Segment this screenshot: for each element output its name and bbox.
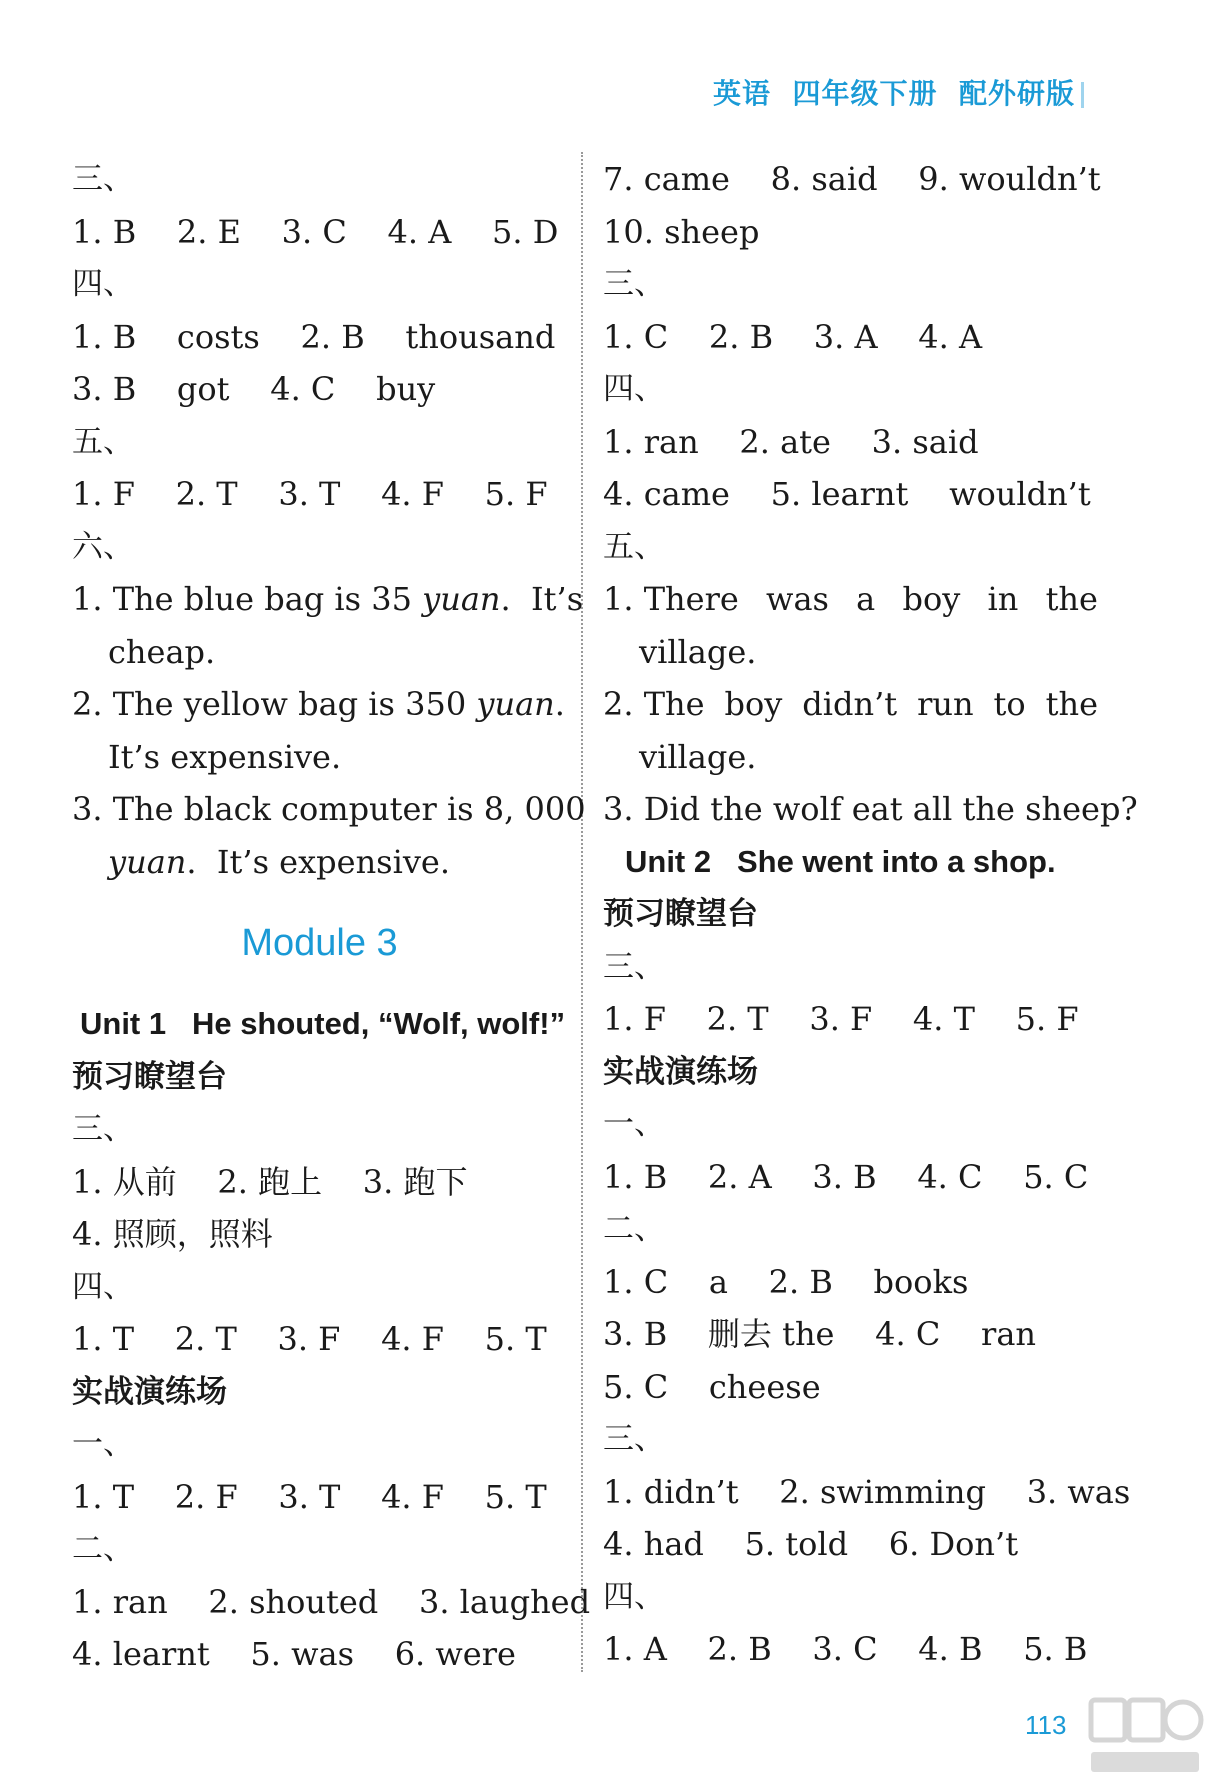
answer-line: 4. came 5. learnt wouldn’t	[603, 475, 1091, 513]
section-label: 六、	[72, 528, 134, 565]
answer-line: 1. T 2. T 3. F 4. F 5. T	[72, 1320, 547, 1358]
page-header-title: 英语 四年级下册 配外研版	[713, 77, 1075, 110]
subsection-title: 实战演练场	[603, 1053, 758, 1090]
answer-line: 4. 照顾，照料	[72, 1215, 273, 1253]
answer-line: 1. didn’t 2. swimming 3. was	[603, 1472, 1131, 1511]
answer-sentence: 2. The yellow bag is 350 yuan.	[72, 685, 565, 723]
answer-sentence-cont: village.	[639, 632, 757, 671]
answer-line: 1. 从前 2. 跑上 3. 跑下	[72, 1162, 468, 1201]
section-label: 四、	[72, 1268, 134, 1305]
left-column	[72, 153, 591, 1681]
answer-sentence-cont: village.	[639, 737, 757, 776]
section-label: 三、	[72, 1111, 134, 1147]
answer-line: 1. A 2. B 3. C 4. B 5. B	[603, 1630, 1088, 1668]
subsection-title: 实战演练场	[72, 1373, 227, 1410]
answer-line: 1. ran 2. ate 3. said	[603, 422, 979, 461]
answer-sentence: 1. There was a boy in the	[603, 580, 1098, 618]
answer-line: 3. B 删去 the 4. C ran	[603, 1315, 1037, 1353]
section-label: 四、	[603, 371, 665, 407]
answer-line: 1. B costs 2. B thousand	[72, 317, 556, 356]
answer-line: 3. B got 4. C buy	[72, 370, 436, 408]
answer-sentence: 3. Did the wolf eat all the sheep?	[603, 790, 1138, 828]
answer-line: 4. had 5. told 6. Don’t	[603, 1525, 1019, 1563]
section-label: 四、	[603, 1578, 665, 1615]
section-label: 二、	[72, 1531, 134, 1567]
header-accent-bar	[1081, 82, 1084, 108]
section-label: 三、	[72, 161, 134, 197]
answer-line: 1. B 2. E 3. C 4. A 5. D	[72, 212, 559, 251]
section-label: 五、	[603, 528, 665, 565]
answer-line: 1. B 2. A 3. B 4. C 5. C	[603, 1157, 1089, 1196]
answer-sentence-cont: yuan. It’s expensive.	[108, 842, 451, 881]
section-label: 四、	[72, 266, 134, 302]
section-label: 一、	[603, 1106, 665, 1142]
answer-line: 1. F 2. T 3. F 4. T 5. F	[603, 1000, 1079, 1038]
section-label: 三、	[603, 266, 665, 302]
section-label: 二、	[603, 1211, 665, 1247]
answer-line: 7. came 8. said 9. wouldn’t	[603, 160, 1101, 198]
answer-sentence: 3. The black computer is 8, 000	[72, 790, 586, 828]
answer-sentence: 1. The blue bag is 35 yuan. It’s	[72, 580, 584, 618]
column-divider	[581, 152, 583, 1672]
answer-line: 5. C cheese	[603, 1367, 821, 1406]
answer-line: 1. T 2. F 3. T 4. F 5. T	[72, 1477, 547, 1516]
answer-sentence-cont: cheap.	[108, 632, 216, 671]
watermark-logo-icon	[1085, 1690, 1205, 1780]
section-label: 一、	[72, 1426, 134, 1462]
unit-title: Unit 2 She went into a shop.	[625, 843, 1056, 879]
answer-line: 1. C a 2. B books	[603, 1262, 969, 1301]
answer-sentence-cont: It’s expensive.	[108, 737, 342, 776]
section-label: 三、	[603, 948, 665, 985]
answer-line: 4. learnt 5. was 6. were	[72, 1635, 516, 1673]
answer-line: 1. C 2. B 3. A 4. A	[603, 317, 983, 356]
answer-line: 10. sheep	[603, 212, 760, 251]
answer-line: 1. F 2. T 3. T 4. F 5. F	[72, 475, 548, 513]
answer-sentence: 2. The boy didn’t run to the	[603, 685, 1098, 723]
unit-title: Unit 1 He shouted, “Wolf, wolf!”	[80, 1006, 566, 1041]
section-label: 五、	[72, 423, 134, 460]
module-title: Module 3	[241, 922, 398, 964]
subsection-title: 预习瞭望台	[72, 1058, 227, 1095]
right-column	[603, 153, 1138, 1676]
answer-line: 1. ran 2. shouted 3. laughed	[72, 1582, 591, 1621]
page-number: 113	[1025, 1710, 1067, 1740]
section-label: 三、	[603, 1421, 665, 1457]
subsection-title: 预习瞭望台	[603, 896, 758, 932]
